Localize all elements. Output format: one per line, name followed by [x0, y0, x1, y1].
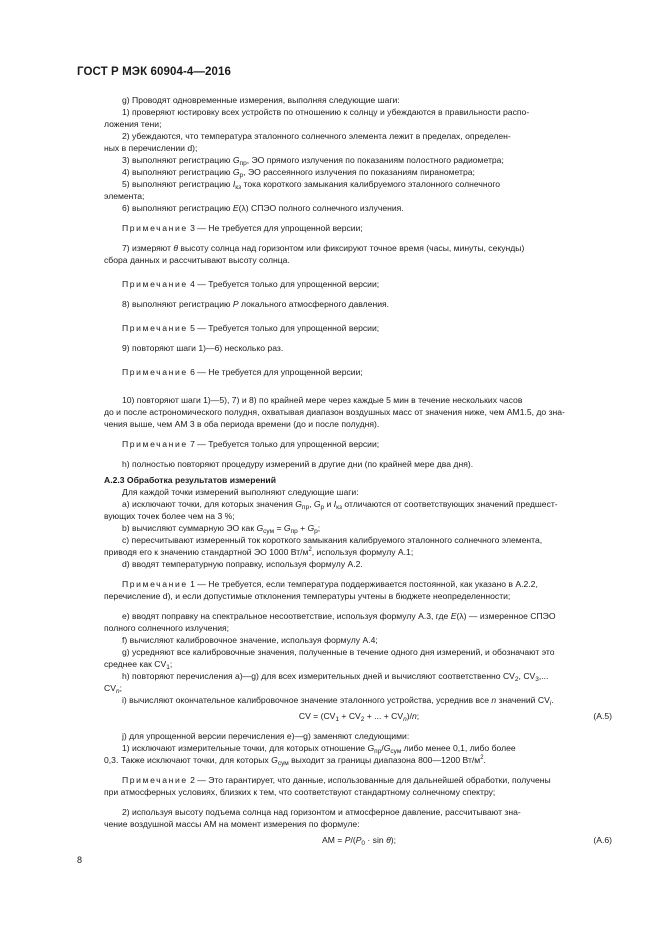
- subscript: пр: [239, 160, 247, 167]
- note-1-wrap: перечисление d), и если допустимые отклонения температуры учтены в бюджете неопределенности;: [104, 591, 511, 601]
- page-content: [106, 94, 612, 846]
- proc-step-j2-wrap: чение воздушной массы АМ на момент измерения по формуле:: [104, 819, 360, 829]
- page-number: 8: [77, 855, 83, 865]
- formula-a5: [106, 710, 612, 722]
- text-part: тока короткого замыкания калибруемого эталонного солнечного: [241, 179, 501, 189]
- text-part: значений CV: [496, 695, 550, 705]
- note-label: Примечание: [122, 439, 188, 449]
- variable: I: [333, 499, 337, 509]
- proc-step-b: [106, 522, 612, 534]
- variable: G: [283, 523, 291, 533]
- formula-a6-expression: [322, 835, 396, 845]
- text-part: (λ) — измеренное СПЭО: [456, 611, 556, 621]
- note-text: 6 — Не требуется для упрощенной версии;: [187, 367, 363, 377]
- text-part: ;: [416, 711, 420, 721]
- proc-step-d: d) вводят температурную поправку, используя формулу А.2.: [122, 559, 363, 569]
- formula-a6: [106, 834, 612, 846]
- text-part: h) повторяют перечисления a)—g) для всех измерительных дней и вычисляют соответственно CV: [122, 671, 515, 681]
- text-part: 5) выполняют регистрацию: [122, 179, 233, 189]
- subscript: 0: [361, 840, 366, 847]
- variable: G: [271, 755, 278, 765]
- variable: G: [232, 167, 240, 177]
- proc-step-e-wrap: полного солнечного излучения;: [104, 623, 230, 633]
- subscript: 1: [166, 664, 170, 671]
- proc-step-e: [106, 610, 612, 622]
- note-label: Примечание: [122, 775, 188, 785]
- proc-step-a-wrap: вующих точек более чем на 3 %;: [104, 511, 235, 521]
- text-part: a) исключают точки, для которых значения: [122, 499, 296, 509]
- variable: G: [383, 743, 391, 753]
- text-part: b) вычисляют суммарную ЭО как: [122, 523, 257, 533]
- step-g10-wrap1: до и после астрономического полудня, охватывая диапазон воздушных масс от значения ниже, чем AM1.5, до зна-: [104, 407, 565, 417]
- text-part: либо менее 0,1, либо более: [401, 743, 516, 753]
- text-part: приводя его к значению стандартной ЭО 1000 Вт/м: [104, 547, 309, 557]
- text-part: .: [551, 695, 554, 705]
- step-g2-wrap: ных в перечислении d);: [104, 143, 198, 153]
- note-2-wrap: при атмосферных условиях, близких к тем, что соответствуют стандартному солнечному спектру;: [104, 787, 496, 797]
- text-part: ,...: [538, 671, 549, 681]
- text-part: .: [483, 755, 486, 765]
- text-part: (λ) СПЭО полного солнечного излучения.: [238, 203, 404, 213]
- text-part: высоту солнца над горизонтом или фиксируют точное время (часы, минуты, секунды): [178, 243, 525, 253]
- text-part: среднее как CV: [104, 659, 167, 669]
- variable: n: [491, 695, 497, 705]
- step-g5-wrap: элемента;: [104, 191, 145, 201]
- subscript: сум: [390, 748, 402, 755]
- text-part: · sin: [365, 835, 387, 845]
- subscript: кз: [235, 184, 242, 191]
- step-g6: [106, 202, 612, 214]
- note-2: [106, 774, 612, 786]
- proc-step-h: [106, 670, 612, 682]
- proc-step-c: c) пересчитывают измеренный ток короткого замыкания калибруемого эталонного солнечного элемента,: [122, 535, 543, 545]
- text-part: и: [324, 499, 334, 509]
- text-part: 3) выполняют регистрацию: [122, 155, 233, 165]
- step-g5: [106, 178, 612, 190]
- note-label: Примечание: [122, 279, 188, 289]
- text-part: ,: [309, 499, 314, 509]
- step-g10: 10) повторяют шаги 1)—5), 7) и 8) по крайней мере через каждые 5 мин в течение нескольких часов: [122, 395, 523, 405]
- note-text: 5 — Требуется только для упрощенной версии;: [187, 323, 380, 333]
- superscript: 2: [480, 755, 484, 762]
- text-part: AM =: [322, 835, 345, 845]
- text-part: ;: [317, 523, 321, 533]
- text-part: локального атмосферного давления.: [238, 299, 390, 309]
- variable: G: [232, 155, 240, 165]
- subscript: пр: [301, 504, 310, 511]
- text-part: + CV: [339, 711, 361, 721]
- note-5: [106, 322, 612, 334]
- subscript: сум: [263, 528, 275, 535]
- note-text: 7 — Требуется только для упрощенной версии;: [187, 439, 380, 449]
- text-part: CV: [104, 683, 116, 693]
- variable: G: [295, 499, 302, 509]
- text-part: ;: [119, 683, 122, 693]
- note-1: [106, 578, 612, 590]
- subscript: пр: [374, 748, 382, 755]
- subscript: пр: [290, 528, 298, 535]
- proc-step-f: f) вычисляют калибровочное значение, используя формулу А.4;: [122, 635, 378, 645]
- proc-step-j1-wrap: [104, 754, 612, 766]
- variable: G: [256, 523, 264, 533]
- step-g9: 9) повторяют шаги 1)—6) несколько раз.: [122, 343, 284, 353]
- text-part: 4) выполняют регистрацию: [122, 167, 233, 177]
- text-part: выходит за границы диапазона 800—1200 Вт/м: [288, 755, 481, 765]
- text-part: +: [297, 523, 308, 533]
- subscript: 1: [335, 716, 340, 723]
- subscript: р: [314, 528, 318, 535]
- subscript: р: [239, 172, 244, 179]
- proc-step-h-wrap: [104, 682, 612, 694]
- note-4: [106, 278, 612, 290]
- note-7: [106, 438, 612, 450]
- note-3: [106, 222, 612, 234]
- subscript: 2: [360, 716, 365, 723]
- text-part: )/: [406, 711, 412, 721]
- variable: E: [450, 611, 457, 621]
- variable: n: [411, 711, 417, 721]
- subscript: 2: [514, 676, 519, 683]
- processing-intro: Для каждой точки измерений выполняют следующие шаги:: [122, 487, 359, 497]
- variable: G: [307, 523, 315, 533]
- proc-step-g-wrap: [104, 658, 612, 670]
- text-part: 8) выполняют регистрацию: [122, 299, 233, 309]
- subscript: сум: [277, 760, 289, 767]
- section-heading: А.2.3 Обработка результатов измерений: [104, 475, 276, 485]
- proc-step-g: g) усредняют все калибровочные значения, полученные в течение одного дня измерений, и обозначают это: [122, 647, 555, 657]
- step-g3: [106, 154, 612, 166]
- subscript: n: [115, 688, 120, 695]
- subscript: i: [549, 700, 552, 707]
- variable: P: [344, 835, 351, 845]
- variable: E: [232, 203, 239, 213]
- note-label: Примечание: [122, 367, 188, 377]
- text-part: i) вычисляют окончательное калибровочное значение эталонного устройства, усреднив все: [122, 695, 492, 705]
- subscript: n: [403, 716, 407, 723]
- text-part: /(: [350, 835, 356, 845]
- proc-step-a: [106, 498, 612, 510]
- step-g8: [106, 298, 612, 310]
- step-g-intro: g) Проводят одновременные измерения, выполняя следующие шаги:: [122, 95, 400, 105]
- text-part: );: [390, 835, 396, 845]
- text-part: отличаются от соответствующих значений предшест-: [342, 499, 558, 509]
- note-label: Примечание: [122, 323, 188, 333]
- formula-number: (А.6): [593, 835, 612, 845]
- proc-step-j2: 2) используя высоту подъема солнца над горизонтом и атмосферное давление, рассчитывают зна-: [122, 807, 521, 817]
- subscript: кз: [336, 504, 343, 511]
- note-label: Примечание: [122, 579, 188, 589]
- variable: θ: [173, 243, 179, 253]
- variable: I: [232, 179, 236, 189]
- text-part: , ЭО рассеянного излучения по показаниям пиранометра;: [243, 167, 475, 177]
- text-part: , CV: [518, 671, 536, 681]
- variable: G: [367, 743, 375, 753]
- text-part: /: [381, 743, 384, 753]
- proc-step-j: j) для упрощенной версии перечисления e)—g) заменяют следующими:: [122, 731, 410, 741]
- step-g7-wrap: сбора данных и рассчитывают высоту солнца.: [104, 255, 290, 265]
- proc-step-j1: [106, 742, 612, 754]
- step-g7: [106, 242, 612, 254]
- text-part: 7) измеряют: [122, 243, 174, 253]
- note-text: 3 — Не требуется для упрощенной версии;: [187, 223, 363, 233]
- note-text: 2 — Это гарантирует, что данные, использованные для дальнейшей обработки, получены: [187, 775, 551, 785]
- variable: P: [355, 835, 362, 845]
- superscript: 2: [308, 547, 312, 554]
- proc-step-i: [106, 694, 612, 706]
- text-part: 6) выполняют регистрацию: [122, 203, 233, 213]
- text-part: ;: [169, 659, 173, 669]
- proc-step-c-wrap: [104, 546, 612, 558]
- step-g4: [106, 166, 612, 178]
- note-text: 1 — Не требуется, если температура поддерживается постоянной, как указано в А.2.2,: [187, 579, 538, 589]
- formula-number: (А.5): [593, 711, 612, 721]
- note-label: Примечание: [122, 223, 188, 233]
- formula-a5-expression: [299, 711, 419, 721]
- note-text: 4 — Требуется только для упрощенной версии;: [187, 279, 380, 289]
- text-part: 1) исключают измерительные точки, для которых отношение: [122, 743, 368, 753]
- text-part: CV = (CV: [298, 711, 336, 721]
- variable: P: [232, 299, 239, 309]
- subscript: р: [320, 504, 325, 511]
- text-part: 0,3. Также исключают точки, для которых: [104, 755, 272, 765]
- text-part: =: [274, 523, 284, 533]
- text-part: + ... + CV: [364, 711, 404, 721]
- text-part: , ЭО прямого излучения по показаниям полостного радиометра;: [246, 155, 504, 165]
- step-g1: 1) проверяют юстировку всех устройств по отношению к солнцу и убеждаются в правильности распо-: [122, 107, 530, 117]
- step-h: h) полностью повторяют процедуру измерений в другие дни (по крайней мере два дня).: [122, 459, 474, 469]
- subscript: 3: [535, 676, 539, 683]
- variable: G: [313, 499, 321, 509]
- note-6: [106, 366, 612, 378]
- text-part: , используя формулу А.1;: [311, 547, 414, 557]
- step-g10-wrap2: чения выше, чем АМ 3 в оба периода времени (до и после полудня).: [104, 419, 380, 429]
- step-g1-wrap: ложения тени;: [104, 119, 162, 129]
- step-g2: 2) убеждаются, что температура эталонного солнечного элемента лежит в пределах, определен-: [122, 131, 511, 141]
- page-header: ГОСТ Р МЭК 60904-4—2016: [77, 66, 231, 78]
- variable: θ: [386, 835, 391, 845]
- text-part: e) вводят поправку на спектральное несоответствие, используя формулу А.3, где: [122, 611, 451, 621]
